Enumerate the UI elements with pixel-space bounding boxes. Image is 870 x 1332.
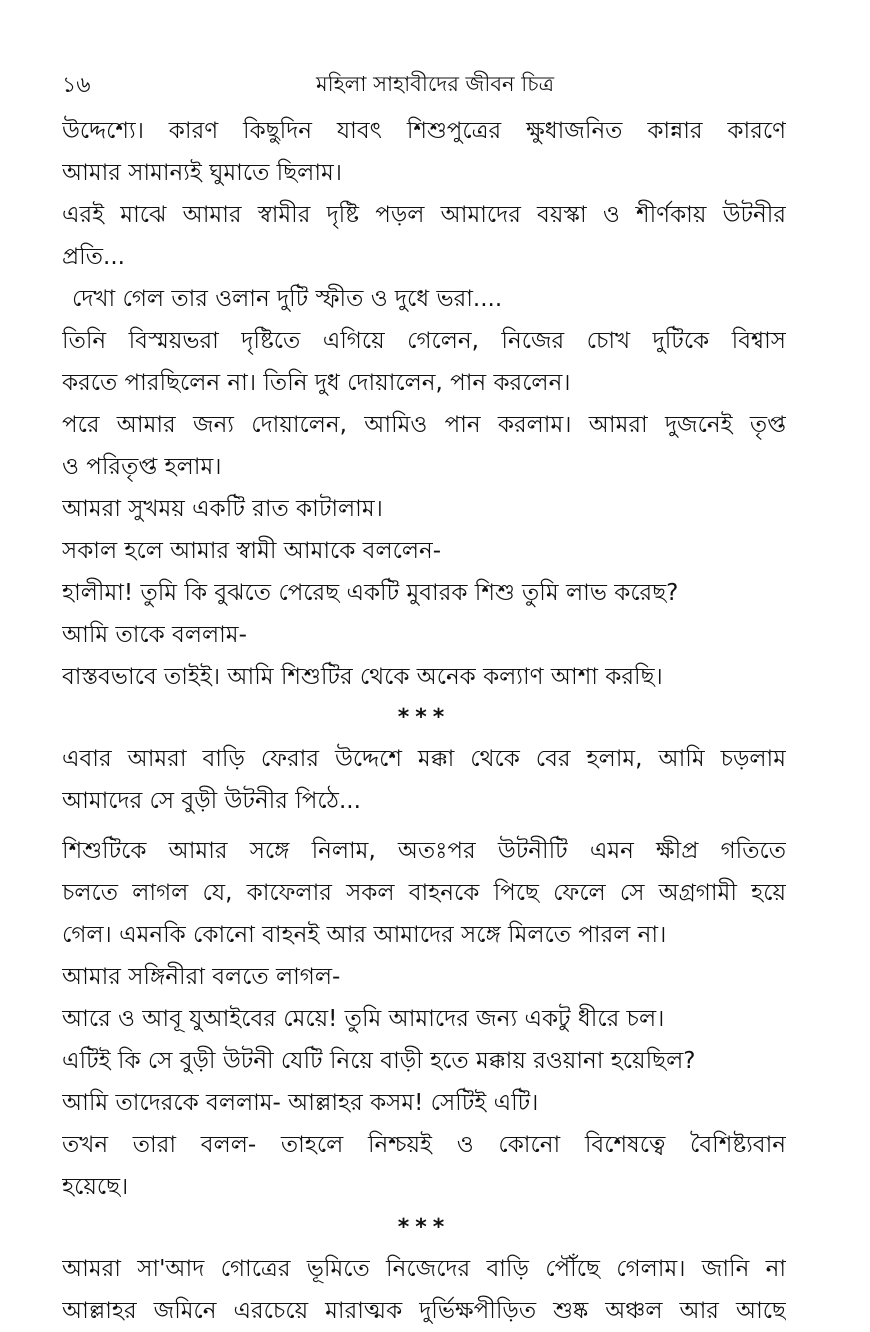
text-line: এটিই কি সে বুড়ী উটনী যেটি নিয়ে বাড়ী হতে মক্কায় রওয়ানা হয়েছিল? <box>62 1048 696 1074</box>
text-line: আমরা সা'আদ গোত্রের ভূমিতে নিজেদের বাড়ি পৌঁছে গেলাম। জানি না <box>62 1256 786 1282</box>
paragraph-gap <box>62 822 786 830</box>
running-title: মহিলা সাহাবীদের জীবন চিত্র <box>315 72 555 96</box>
section-separator: *** <box>397 1215 451 1240</box>
text-line: আমি তাকে বললাম- <box>62 622 247 648</box>
text-line: গেল। এমনকি কোনো বাহনই আর আমাদের সঙ্গে মিলতে পারল না। <box>62 922 667 948</box>
text-line: আরে ও আবূ যুআইবের মেয়ে! তুমি আমাদের জন্য একটু ধীরে চল। <box>62 1006 665 1032</box>
page-number: ১৬ <box>62 73 91 98</box>
section-separator: *** <box>397 705 451 730</box>
text-line: আল্লাহর জমিনে এরচেয়ে মারাত্মক দুর্ভিক্ষপীড়িত শুষ্ক অঞ্চল আর আছে <box>62 1298 786 1324</box>
text-line: প্রতি... <box>62 244 125 270</box>
text-line: তখন তারা বলল- তাহলে নিশ্চয়ই ও কোনো বিশেষত্বে বৈশিষ্ট্যবান <box>62 1132 786 1158</box>
text-line: এবার আমরা বাড়ি ফেরার উদ্দেশে মক্কা থেকে বের হলাম, আমি চড়লাম <box>62 746 786 772</box>
body-text <box>62 110 786 1332</box>
text-line: উদ্দেশ্যে। কারণ কিছুদিন যাবৎ শিশুপুত্রের ক্ষুধাজনিত কান্নার কারণে <box>62 118 786 144</box>
text-line: করতে পারছিলেন না। তিনি দুধ দোয়ালেন, পান করলেন। <box>62 370 571 396</box>
text-line: সকাল হলে আমার স্বামী আমাকে বললেন- <box>62 538 441 564</box>
text-line: আমাদের সে বুড়ী উটনীর পিঠে... <box>62 788 361 814</box>
text-line: শিশুটিকে আমার সঙ্গে নিলাম, অতঃপর উটনীটি এমন ক্ষীপ্র গতিতে <box>62 838 786 864</box>
text-line: হালীমা! তুমি কি বুঝতে পেরেছ একটি মুবারক শিশু তুমি লাভ করেছ? <box>62 580 679 606</box>
page-header <box>62 64 808 104</box>
text-line: তিনি বিস্ময়ভরা দৃষ্টিতে এগিয়ে গেলেন, নিজের চোখ দুটিকে বিশ্বাস <box>62 328 786 354</box>
text-line: আমার সামান্যই ঘুমাতে ছিলাম। <box>62 160 342 186</box>
text-line: চলতে লাগল যে, কাফেলার সকল বাহনকে পিছে ফেলে সে অগ্রগামী হয়ে <box>62 880 786 906</box>
text-line: ও পরিতৃপ্ত হলাম। <box>62 454 222 480</box>
text-line: এরই মাঝে আমার স্বামীর দৃষ্টি পড়ল আমাদের বয়স্কা ও শীর্ণকায় উটনীর <box>62 202 786 228</box>
text-line: হয়েছে। <box>62 1174 129 1200</box>
text-line: আমি তাদেরকে বললাম- আল্লাহর কসম! সেটিই এটি। <box>62 1090 539 1116</box>
text-line: আমরা সুখময় একটি রাত কাটালাম। <box>62 496 383 522</box>
text-line: আমার সঙ্গিনীরা বলতে লাগল- <box>62 964 341 990</box>
text-line: বাস্তবভাবে তাইই। আমি শিশুটির থেকে অনেক কল্যাণ আশা করছি। <box>62 664 663 690</box>
text-line: দেখা গেল তার ওলান দুটি স্ফীত ও দুধে ভরা.... <box>72 286 503 312</box>
text-line: পরে আমার জন্য দোয়ালেন, আমিও পান করলাম। আমরা দুজনেই তৃপ্ত <box>62 412 786 438</box>
